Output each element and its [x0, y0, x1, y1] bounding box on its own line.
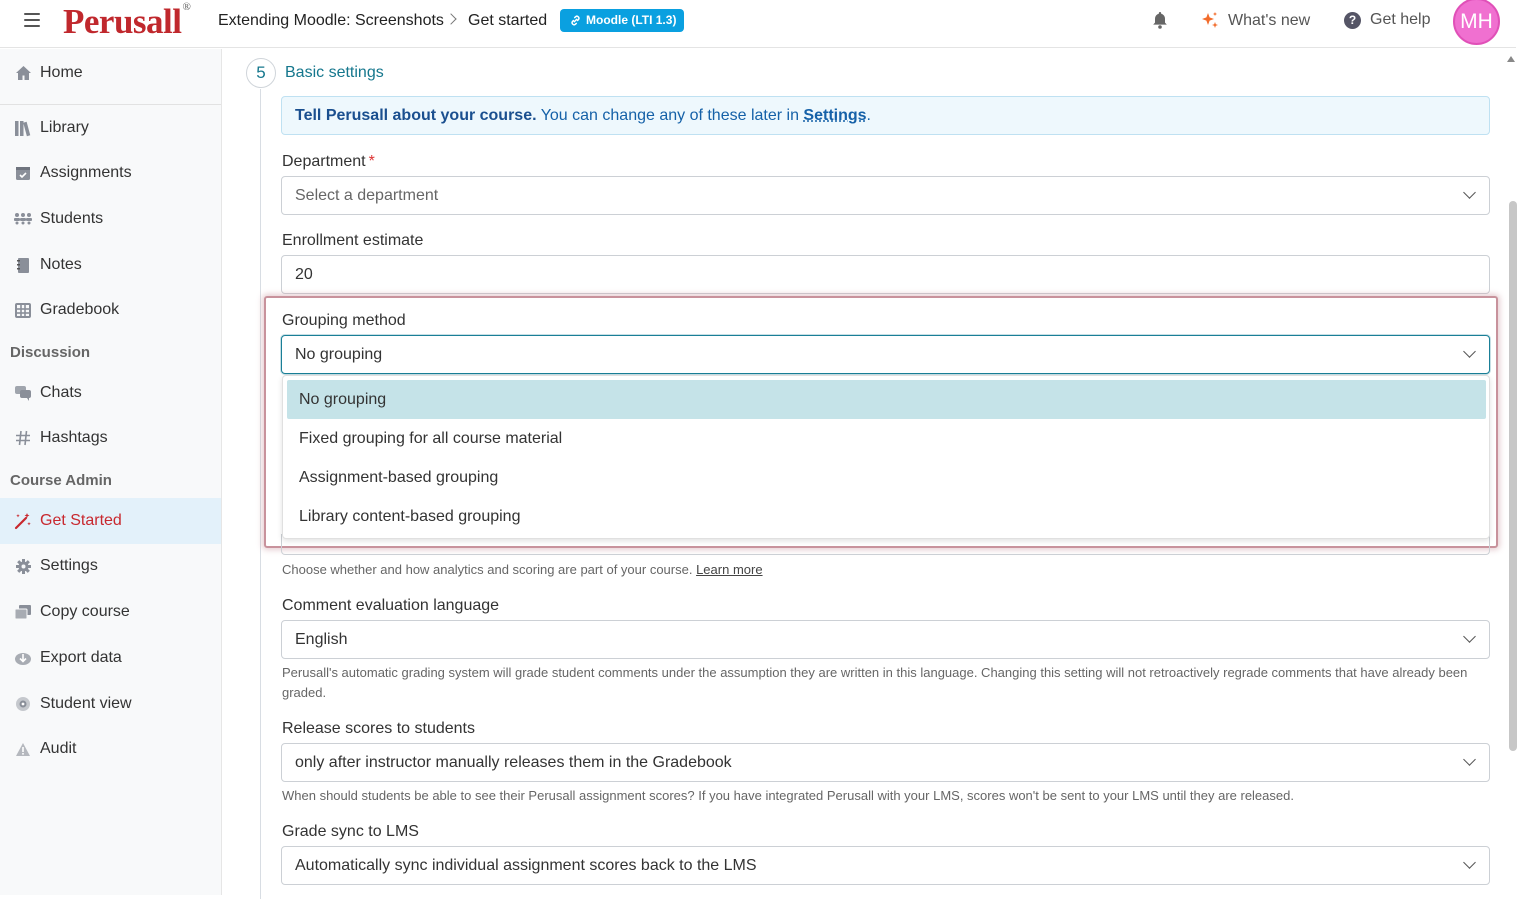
department-placeholder: Select a department — [295, 187, 439, 204]
chevron-down-icon — [1463, 856, 1476, 869]
lti-badge — [560, 9, 684, 32]
sidebar-item-export-data[interactable] — [0, 636, 221, 680]
chevron-down-icon — [1463, 630, 1476, 643]
release-select[interactable] — [281, 743, 1490, 782]
chevron-down-icon — [1463, 345, 1476, 358]
help-icon: ? — [1344, 12, 1361, 29]
sidebar-item-label: Export data — [40, 649, 122, 666]
perusall-logo[interactable]: Perusall® — [63, 1, 191, 41]
release-value: only after instructor manually releases them in the Gradebook — [295, 754, 732, 771]
sidebar — [0, 49, 222, 895]
chevron-down-icon — [1463, 753, 1476, 766]
department-label — [282, 153, 375, 171]
step-number: 5 — [246, 58, 276, 88]
grouping-dropdown-menu — [282, 375, 1490, 539]
grade-sync-value: Automatically sync individual assignment scores back to the LMS — [295, 857, 757, 874]
sidebar-item-chats[interactable] — [0, 371, 221, 415]
students-icon — [14, 210, 32, 228]
info-text: You can change any of these later in — [536, 107, 804, 124]
library-icon — [14, 119, 32, 137]
breadcrumb-course[interactable]: Extending Moodle: Screenshots — [218, 12, 444, 29]
download-icon — [14, 649, 32, 667]
language-help: Perusall's automatic grading system will grade student comments under the assumption they are written in this language. Changing this setting will not retroactively regrade comments that have already been graded. — [282, 665, 1468, 700]
sidebar-item-student-view[interactable] — [0, 682, 221, 726]
sidebar-item-home[interactable] — [0, 51, 221, 95]
sidebar-item-label: Library — [40, 119, 89, 136]
lti-badge-label: Moodle (LTI 1.3) — [586, 13, 677, 27]
enrollment-input[interactable] — [281, 255, 1490, 294]
analytics-help — [282, 560, 1482, 580]
grouping-label: Grouping method — [282, 312, 406, 329]
get-help-label: Get help — [1370, 11, 1431, 28]
info-end: . — [866, 107, 871, 124]
whats-new-label: What's new — [1228, 12, 1311, 29]
release-help: When should students be able to see their Perusall assignment scores? If you have integrated Perusall with your LMS, scores won't be sent to your LMS until they are released. — [282, 788, 1294, 803]
main-content — [222, 49, 1516, 895]
top-bar — [0, 0, 1516, 48]
info-banner — [281, 96, 1490, 135]
option-no-grouping[interactable]: No grouping — [287, 380, 1486, 419]
enrollment-value: 20 — [295, 266, 313, 283]
link-icon — [569, 14, 582, 27]
chats-icon — [14, 384, 32, 402]
sidebar-item-label: Copy course — [40, 603, 130, 620]
sidebar-item-library[interactable] — [0, 106, 221, 150]
sidebar-item-notes[interactable] — [0, 243, 221, 287]
home-icon — [14, 64, 32, 82]
magic-wand-icon — [14, 512, 32, 530]
step-connector — [260, 89, 261, 899]
scroll-up-arrow[interactable] — [1507, 56, 1515, 62]
analytics-help-text: Choose whether and how analytics and scoring are part of your course. — [282, 562, 697, 577]
get-help-button[interactable] — [1344, 11, 1430, 29]
eye-icon — [14, 695, 32, 713]
chevron-right-icon — [445, 13, 456, 24]
info-bold-text: Tell Perusall about your course. — [295, 107, 537, 124]
sidebar-item-copy-course[interactable] — [0, 590, 221, 634]
sidebar-item-settings[interactable] — [0, 544, 221, 588]
sidebar-item-label: Hashtags — [40, 429, 108, 446]
sidebar-item-audit[interactable] — [0, 727, 221, 771]
sidebar-item-label: Get Started — [40, 512, 122, 529]
sidebar-item-get-started[interactable] — [0, 498, 221, 544]
language-label: Comment evaluation language — [282, 597, 500, 614]
sidebar-item-label: Chats — [40, 384, 82, 401]
department-label-text: Department — [282, 153, 366, 170]
option-fixed-grouping[interactable]: Fixed grouping for all course material — [299, 430, 563, 447]
chevron-down-icon — [1463, 186, 1476, 199]
grouping-value: No grouping — [295, 346, 383, 363]
warning-icon — [14, 740, 32, 758]
required-marker: * — [368, 153, 375, 170]
sidebar-item-hashtags[interactable] — [0, 416, 221, 460]
sidebar-item-label: Settings — [40, 557, 98, 574]
sidebar-heading-discussion: Discussion — [10, 344, 91, 361]
language-value: English — [295, 631, 348, 648]
sidebar-item-gradebook[interactable] — [0, 288, 221, 332]
breadcrumb-current: Get started — [468, 12, 548, 29]
language-select[interactable] — [281, 620, 1490, 659]
sidebar-divider — [0, 104, 221, 105]
gradebook-icon — [14, 301, 32, 319]
sidebar-item-assignments[interactable] — [0, 151, 221, 195]
department-select[interactable] — [281, 176, 1490, 215]
sidebar-item-label: Students — [40, 210, 104, 227]
grade-sync-label: Grade sync to LMS — [282, 823, 419, 840]
release-label: Release scores to students — [282, 720, 475, 737]
notes-icon — [14, 256, 32, 274]
gear-icon — [14, 557, 32, 575]
hamburger-menu-icon[interactable] — [24, 13, 40, 27]
grade-sync-select[interactable] — [281, 846, 1490, 885]
option-assignment-grouping[interactable]: Assignment-based grouping — [299, 469, 499, 486]
bell-icon[interactable] — [1152, 11, 1168, 29]
sparkle-icon — [1200, 11, 1220, 31]
sidebar-item-label: Home — [40, 64, 83, 81]
sidebar-item-label: Notes — [40, 256, 82, 273]
sidebar-item-label: Audit — [40, 740, 77, 757]
sidebar-item-label: Gradebook — [40, 301, 120, 318]
sidebar-item-label: Assignments — [40, 164, 132, 181]
enrollment-label: Enrollment estimate — [282, 232, 424, 249]
hashtag-icon — [14, 429, 32, 447]
whats-new-button[interactable] — [1200, 11, 1310, 31]
grouping-select[interactable] — [281, 335, 1490, 374]
copy-icon — [14, 603, 32, 621]
scrollbar-thumb[interactable] — [1509, 201, 1517, 751]
sidebar-item-students[interactable] — [0, 197, 221, 241]
user-avatar[interactable]: MH — [1453, 0, 1500, 45]
option-library-grouping[interactable]: Library content-based grouping — [299, 508, 521, 525]
sidebar-heading-course-admin: Course Admin — [10, 472, 112, 489]
settings-link[interactable]: Settings — [803, 107, 867, 124]
learn-more-link[interactable]: Learn more — [696, 562, 763, 577]
step-title: Basic settings — [285, 64, 384, 81]
assignments-icon — [14, 164, 32, 182]
sidebar-item-label: Student view — [40, 695, 132, 712]
